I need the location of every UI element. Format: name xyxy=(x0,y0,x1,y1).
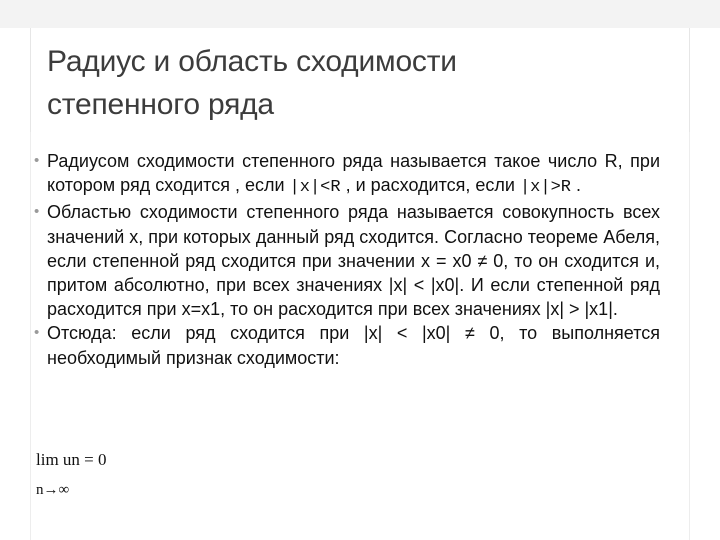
bullet-dot-icon: • xyxy=(34,203,40,221)
bullet-conclusion xyxy=(34,321,660,369)
formula-limit-subscript: n→∞ xyxy=(36,482,70,498)
slide-body xyxy=(34,149,660,370)
top-band xyxy=(0,0,720,28)
title-line-2: степенного ряда xyxy=(47,88,274,121)
bullet-radius xyxy=(34,149,660,200)
bullet-radius-condition-2: |x|>R xyxy=(519,178,571,198)
left-divider xyxy=(30,132,31,540)
title-block xyxy=(30,28,690,132)
bullet-radius-text-1: Радиусом сходимости степенного ряда называется такое число R, при котором ряд сходится , если xyxy=(47,151,660,196)
title-line-1: Радиус и область сходимости xyxy=(47,45,457,78)
bullet-conclusion-text: Отсюда: если ряд сходится при |x| < |x0| ≠ 0, то выполняется необходимый признак сходимости: xyxy=(47,323,660,368)
right-divider xyxy=(689,132,690,540)
bullet-radius-text-2: , и расходится, если xyxy=(340,175,520,196)
formula-limit: lim un = 0 xyxy=(36,450,107,469)
bullet-dot-icon: • xyxy=(34,324,40,342)
slide-title xyxy=(47,40,457,126)
bullet-region-text: Областью сходимости степенного ряда называется совокупность всех значений x, при которых данный ряд сходится. Согласно теореме Абеля, если степенной ряд сходится при значении x = x0 ≠ 0, то он сходится и, притом абсолютно, при всех значениях |x| < |x0|. И если степенной ряд расходится при x=x1, то он расходится при всех значениях |x| > |x1|. xyxy=(47,202,660,320)
bullet-dot-icon: • xyxy=(34,152,40,169)
bullet-radius-condition-1: |x|<R xyxy=(289,178,341,198)
bullet-region xyxy=(34,200,660,321)
bullet-radius-text-3: . xyxy=(571,175,582,196)
